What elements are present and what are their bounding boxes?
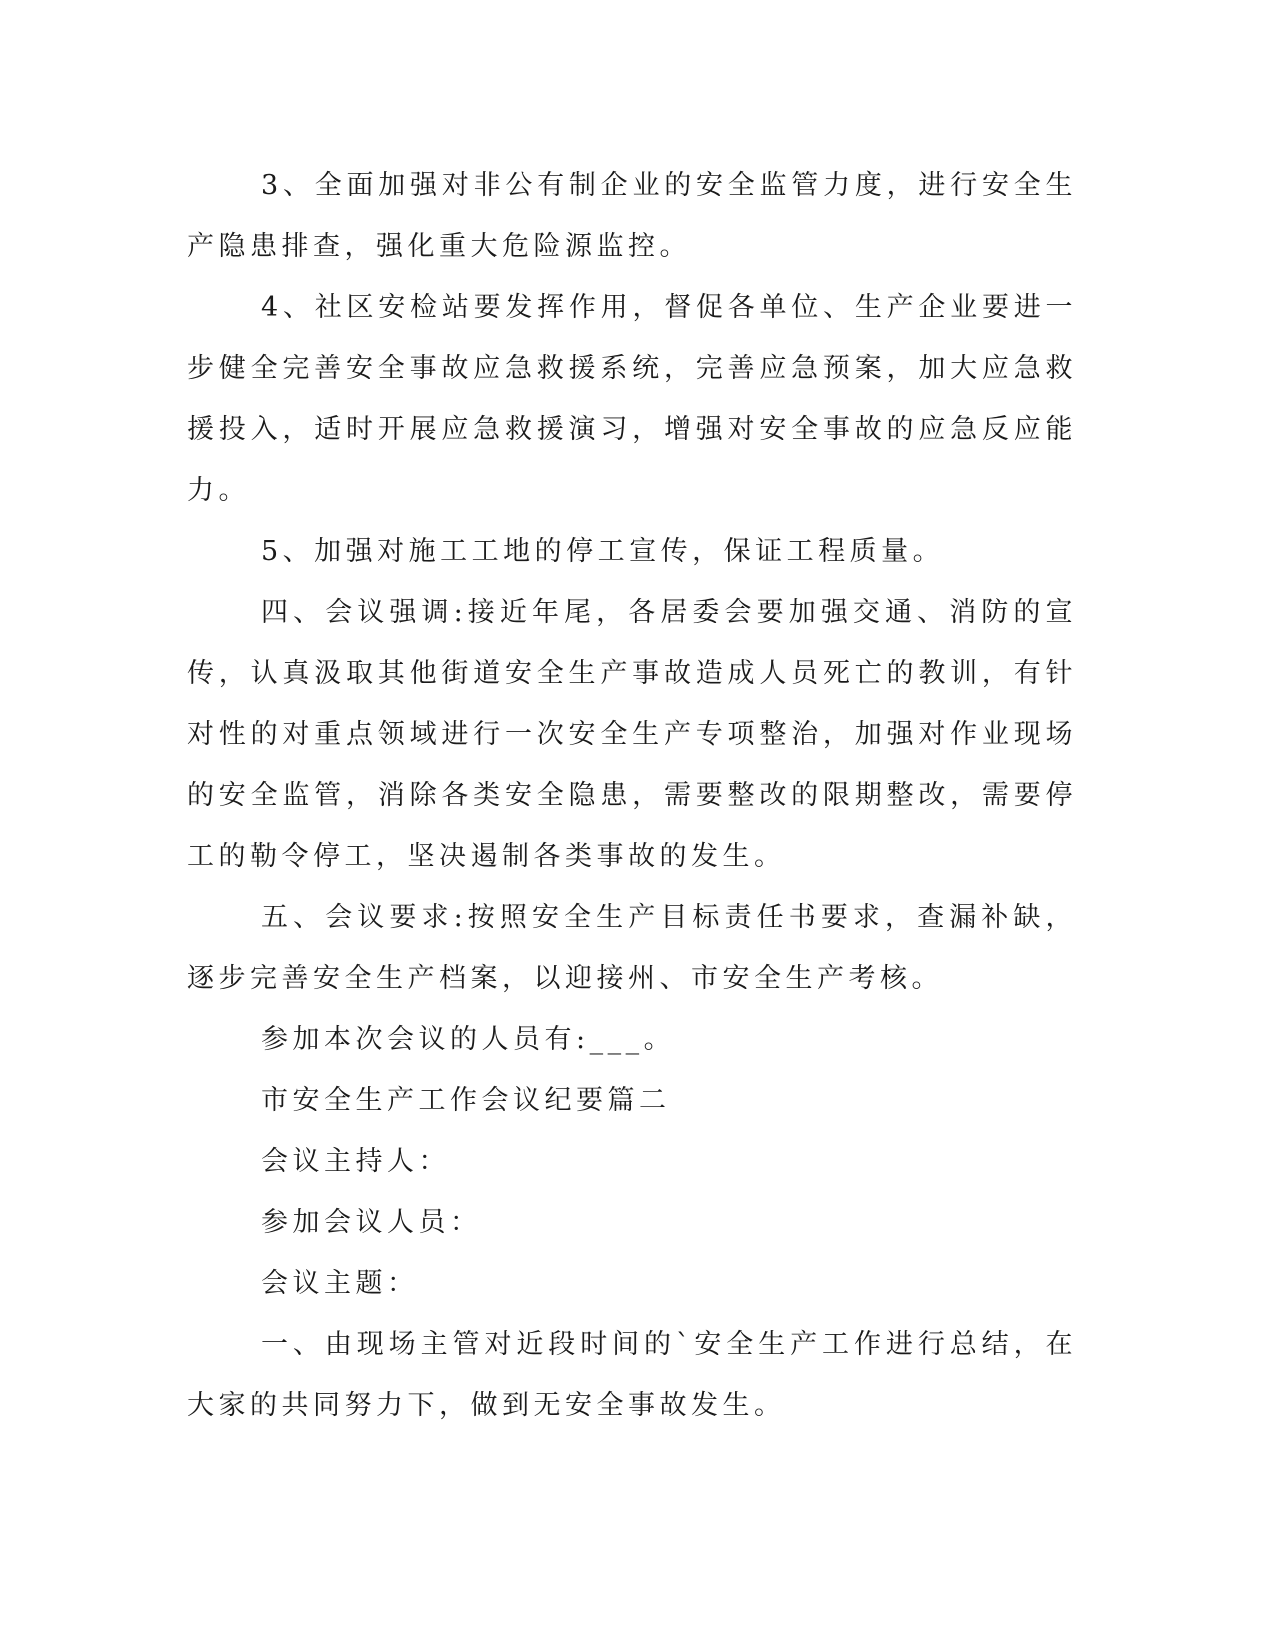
field-meeting-topic: 会议主题： [261, 1268, 419, 1299]
field-meeting-host: 会议主持人： [261, 1146, 450, 1177]
paragraph-section-one: 一、由现场主管对近段时间的`安全生产工作进行总结，在大家的共同努力下，做到无安全事故发生。 [187, 1329, 1077, 1421]
section-heading-part-two: 市安全生产工作会议纪要篇二 [261, 1085, 671, 1116]
document-body [187, 155, 1077, 1436]
paragraph-item-5: 5、加强对施工工地的停工宣传，保证工程质量。 [261, 536, 945, 567]
paragraph-item-3: 3、全面加强对非公有制企业的安全监管力度，进行安全生产隐患排查，强化重大危险源监控。 [187, 170, 1077, 262]
paragraph-attendees: 参加本次会议的人员有:___。 [261, 1024, 676, 1055]
paragraph-section-four: 四、会议强调:接近年尾，各居委会要加强交通、消防的宣传，认真汲取其他街道安全生产事故造成人员死亡的教训，有针对性的对重点领域进行一次安全生产专项整治，加强对作业现场的安全监管，消除各类安全隐患，需要整改的限期整改，需要停工的勒令停工，坚决遏制各类事故的发生。 [187, 597, 1077, 872]
field-meeting-participants: 参加会议人员： [261, 1207, 482, 1238]
paragraph-item-4: 4、社区安检站要发挥作用，督促各单位、生产企业要进一步健全完善安全事故应急救援系统，完善应急预案，加大应急救援投入，适时开展应急救援演习，增强对安全事故的应急反应能力。 [187, 292, 1077, 506]
paragraph-section-five: 五、会议要求:按照安全生产目标责任书要求，查漏补缺，逐步完善安全生产档案，以迎接州、市安全生产考核。 [187, 902, 1077, 994]
